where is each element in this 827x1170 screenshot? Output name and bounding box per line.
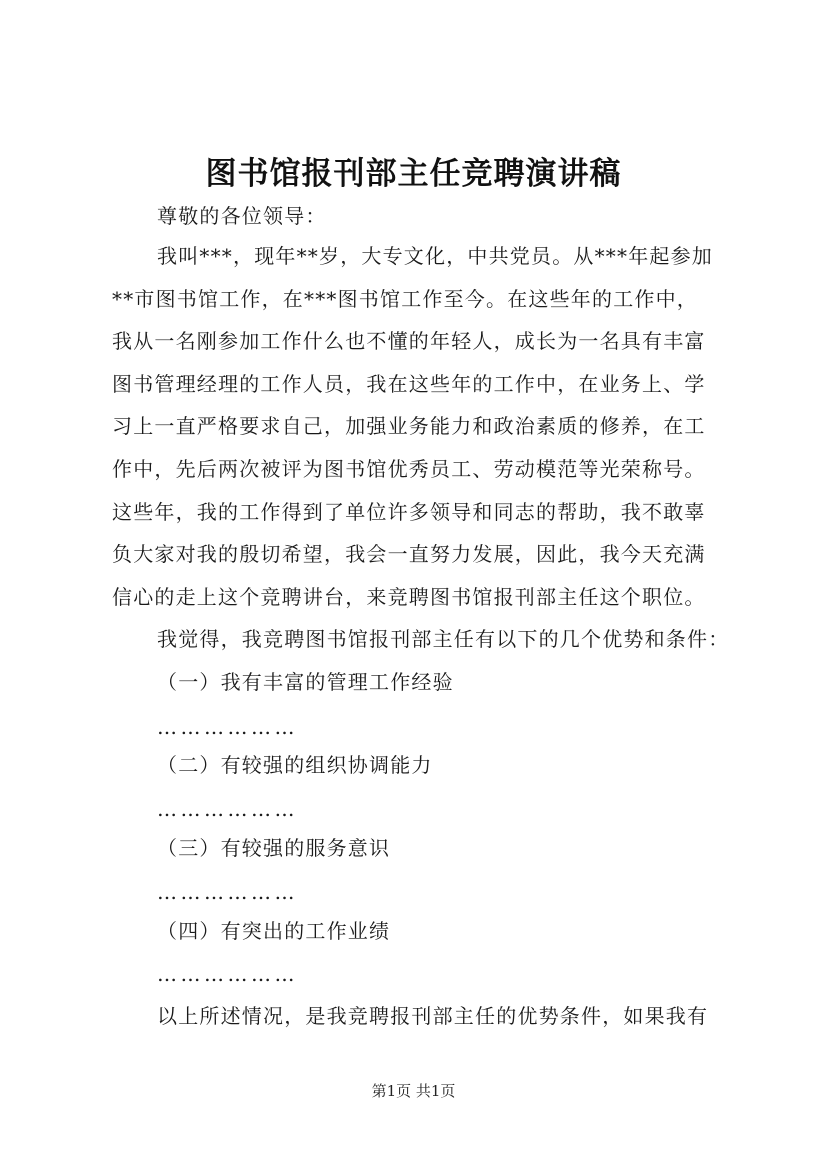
ellipsis-placeholder: ……………… <box>157 715 298 739</box>
paragraph-line: 习上一直严格要求自己，加强业务能力和政治素质的修养，在工 <box>112 414 706 438</box>
paragraph-line: 我叫***，现年**岁，大专文化，中共党员。从***年起参加 <box>157 244 713 268</box>
page-number-footer: 第1页 共1页 <box>371 1082 456 1100</box>
ellipsis-placeholder: ……………… <box>157 797 298 821</box>
paragraph-line: 图书管理经理的工作人员，我在这些年的工作中，在业务上、学 <box>112 372 706 396</box>
advantages-intro: 我觉得，我竞聘图书馆报刊部主任有以下的几个优势和条件： <box>157 627 730 651</box>
paragraph-line: 我从一名刚参加工作什么也不懂的年轻人，成长为一名具有丰富 <box>112 329 706 353</box>
ellipsis-placeholder: ……………… <box>157 962 298 986</box>
ellipsis-placeholder: ……………… <box>157 880 298 904</box>
advantage-item-1: （一）我有丰富的管理工作经验 <box>157 670 454 694</box>
paragraph-line: **市图书馆工作，在***图书馆工作至今。在这些年的工作中， <box>112 287 698 311</box>
paragraph-line: 信心的走上这个竞聘讲台，来竞聘图书馆报刊部主任这个职位。 <box>112 585 706 609</box>
closing-line: 以上所述情况，是我竞聘报刊部主任的优势条件，如果我有 <box>157 1004 709 1028</box>
advantage-item-3: （三）有较强的服务意识 <box>157 836 391 860</box>
document-title: 图书馆报刊部主任竞聘演讲稿 <box>205 156 622 192</box>
advantage-item-2: （二）有较强的组织协调能力 <box>157 753 433 777</box>
advantage-item-4: （四）有突出的工作业绩 <box>157 919 391 943</box>
paragraph-line: 作中，先后两次被评为图书馆优秀员工、劳动模范等光荣称号。 <box>112 457 706 481</box>
paragraph-line: 这些年，我的工作得到了单位许多领导和同志的帮助，我不敢辜 <box>112 500 706 524</box>
greeting: 尊敬的各位领导： <box>157 204 327 228</box>
paragraph-line: 负大家对我的殷切希望，我会一直努力发展，因此，我今天充满 <box>112 542 706 566</box>
